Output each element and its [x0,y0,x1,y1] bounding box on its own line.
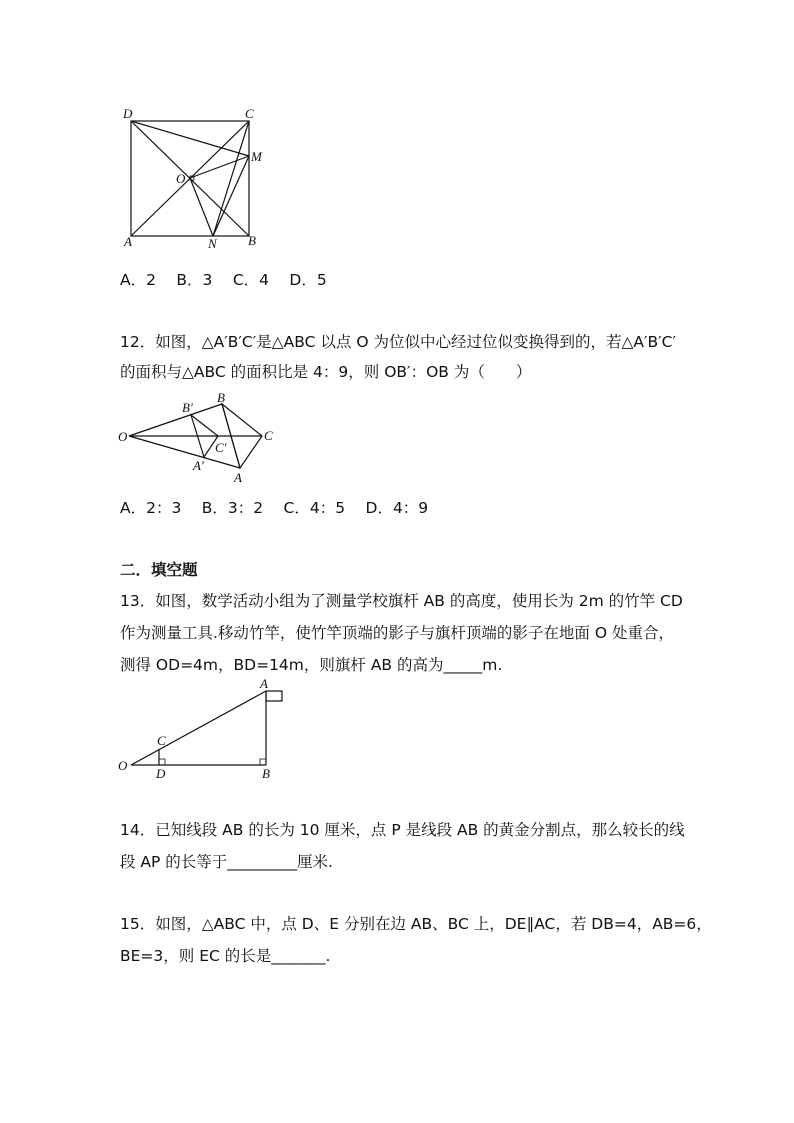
segment-on [190,178,213,236]
ray-ob [129,404,222,436]
q11-options: A．2 B．3 C．4 D．5 [120,271,327,289]
label-d: D [156,766,166,781]
label-c: C [245,106,254,121]
right-angle-d [159,759,165,765]
flag [266,691,282,701]
q14-line-1: 14．已知线段 AB 的长为 10 厘米，点 P 是线段 AB 的黄金分割点，那么较长的线 [120,821,685,839]
q15-line-1: 15．如图，△ABC 中，点 D、E 分别在边 AB、BC 上，DE∥AC，若 DB=4，AB=6， [120,915,712,933]
section-title: 二．填空题 [120,561,198,579]
label-b-prime: B′ [182,400,193,415]
q12-options: A．2：3 B．3：2 C．4：5 D．4：9 [120,499,429,517]
label-n: N [208,236,217,251]
flagpole-figure [115,675,295,785]
label-b: B [262,766,270,781]
label-o: O [118,758,128,773]
right-angle-b [260,759,266,765]
label-b: B [248,233,256,248]
label-o: O [118,429,128,444]
label-a: A [260,676,268,691]
homothety-figure [115,388,285,488]
q12-line-2: 的面积与△ABC 的面积比是 4：9，则 OB′：OB 为（ ） [120,363,532,381]
q15-line-2: BE=3，则 EC 的长是_______. [120,947,331,965]
label-a: A [234,470,242,485]
label-a-prime: A′ [193,458,204,473]
q13-line-1: 13．如图，数学活动小组为了测量学校旗杆 AB 的高度，使用长为 2m 的竹竿 CD [120,592,683,610]
q13-line-3: 测得 OD=4m，BD=14m，则旗杆 AB 的高为_____m. [120,656,503,674]
q12-line-1: 12．如图，△A′B′C′是△ABC 以点 O 为位似中心经过位似变换得到的，若△A′B′C′ [120,333,676,351]
label-b: B [217,390,225,405]
label-a: A [124,234,132,249]
q13-line-2: 作为测量工具.移动竹竿，使竹竿顶端的影子与旗杆顶端的影子在地面 O 处重合， [120,624,674,642]
label-m: M [251,149,262,164]
sight-line-oa [131,691,266,765]
label-c: C [264,428,273,443]
label-d: D [123,106,133,121]
label-c: C [157,733,166,748]
label-o: O [176,171,186,186]
square-figure [115,100,275,260]
label-c-prime: C′ [215,440,227,455]
q14-line-2: 段 AP 的长等于_________厘米. [120,853,333,871]
